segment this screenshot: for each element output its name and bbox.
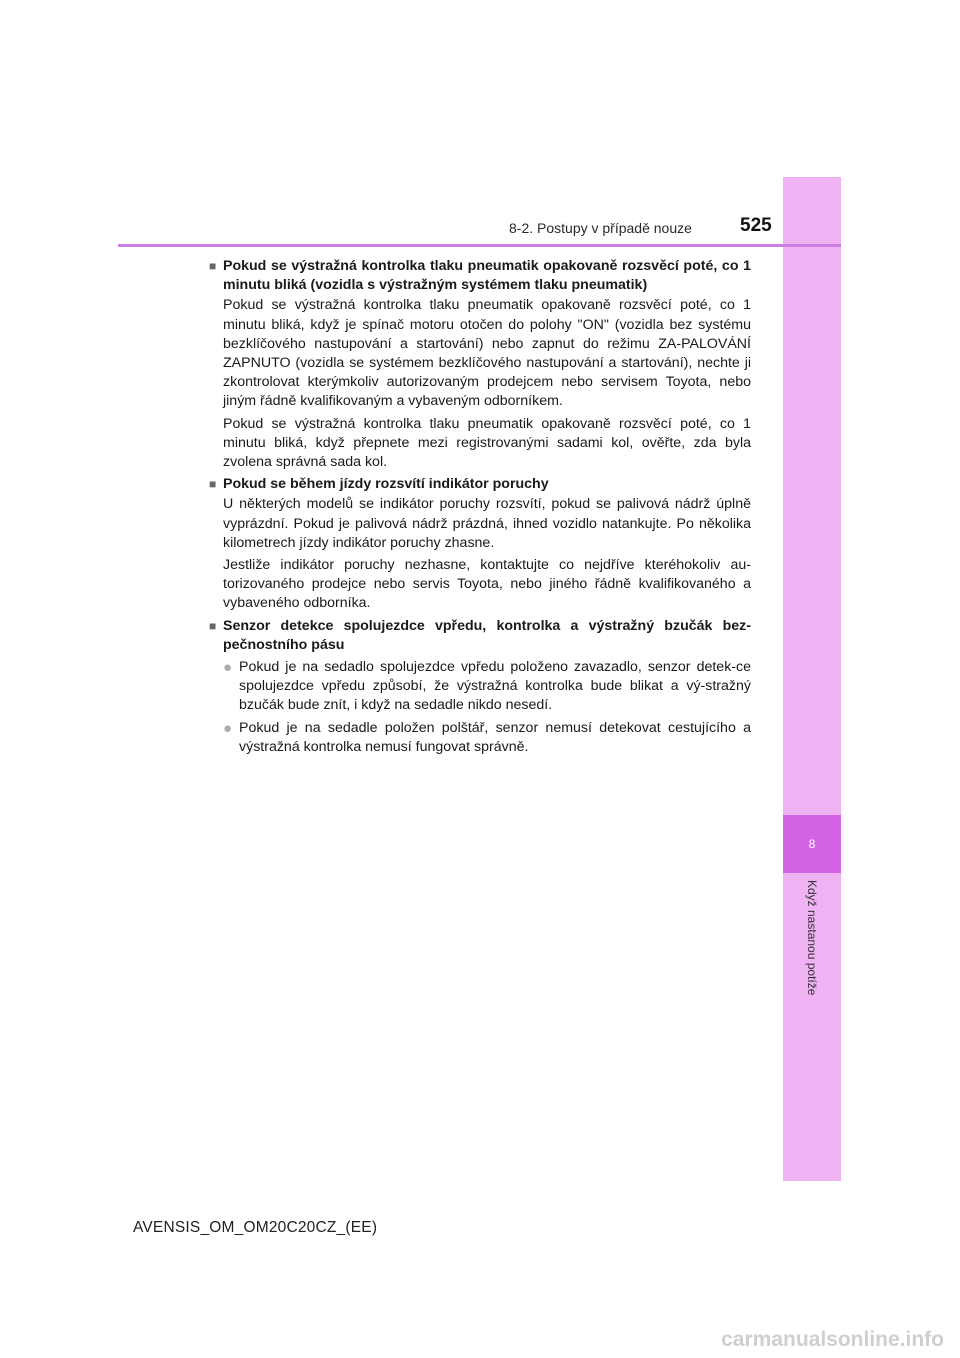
- paragraph: U některých modelů se indikátor poruchy rozsvítí, pokud se palivová nádrž úplně vyprázdní. Pokud je palivová nádrž prázdná, ihned vozidlo natankujte. Po několika kilometrech jízdy indikátor poruchy zhasne.: [223, 496, 751, 551]
- chapter-label: Když nastanou potíže: [805, 880, 819, 996]
- square-bullet-icon: ■: [209, 259, 217, 273]
- section-title: 8-2. Postupy v případě nouze: [509, 220, 692, 236]
- paragraph: Jestliže indikátor poruchy nezhasne, kontaktujte co nejdříve kteréhokoliv au-torizovaného prodejce nebo servis Toyota, nebo jiného řádně kvalifikovaného a vybaveného odborníka.: [223, 557, 751, 612]
- heading-passenger-sensor: ■ Senzor detekce spolujezdce vpředu, kontrolka a výstražný bzučák bez-pečnostního pásu: [209, 617, 751, 655]
- document-code: AVENSIS_OM_OM20C20CZ_(EE): [133, 1219, 378, 1236]
- chapter-side-tab: [783, 177, 841, 1181]
- header-divider: [118, 244, 841, 247]
- watermark: carmanualsonline.info: [721, 1328, 944, 1351]
- list-item: ● Pokud je na sedadle položen polštář, senzor nemusí detekovat cestujícího a výstražná kontrolka nemusí fungovat správně.: [223, 719, 751, 757]
- circle-bullet-icon: ●: [223, 719, 233, 737]
- square-bullet-icon: ■: [209, 477, 217, 492]
- heading-malfunction-indicator: ■ Pokud se během jízdy rozsvítí indikátor poruchy: [209, 475, 751, 494]
- page-content: [209, 254, 751, 760]
- circle-bullet-icon: ●: [223, 659, 233, 677]
- chapter-number-tab: [783, 815, 841, 873]
- paragraph: Pokud se výstražná kontrolka tlaku pneumatik opakovaně rozsvěcí poté, co 1 minutu bliká, když je spínač motoru otočen do polohy "ON" (vozidla bez systému bezklíčového nastupování a startování) nebo zapnut do režimu ZA-PALOVÁNÍ ZAPNUTO (vozidla se systémem bezklíčového nastupování a startování), nechte ji zkontrolovat kterýmkoliv autorizovaným prodejcem nebo servisem Toyota, nebo jiným řádně kvalifikovaným a vybaveným odborníkem.: [223, 297, 751, 410]
- chapter-number: 8: [808, 837, 816, 851]
- list-item: ● Pokud je na sedadlo spolujezdce vpředu položeno zavazadlo, senzor detek-ce spolujezdce vpředu způsobí, že výstražná kontrolka bude blikat a vý-stražný bzučák bude znít, i když na sedadle nikdo nesedí.: [223, 658, 751, 716]
- page-number: 525: [740, 215, 772, 236]
- square-bullet-icon: ■: [209, 618, 217, 633]
- paragraph: Pokud se výstražná kontrolka tlaku pneumatik opakovaně rozsvěcí poté, co 1 minutu bliká, když přepnete mezi registrovanými sadami kol, ověřte, zda byla zvolena správná sada kol.: [223, 415, 751, 471]
- heading-tire-pressure: ■ Pokud se výstražná kontrolka tlaku pneumatik opakovaně rozsvěcí poté, co 1 minutu bliká (vozidla s výstražným systémem tlaku pneumatik): [209, 257, 751, 295]
